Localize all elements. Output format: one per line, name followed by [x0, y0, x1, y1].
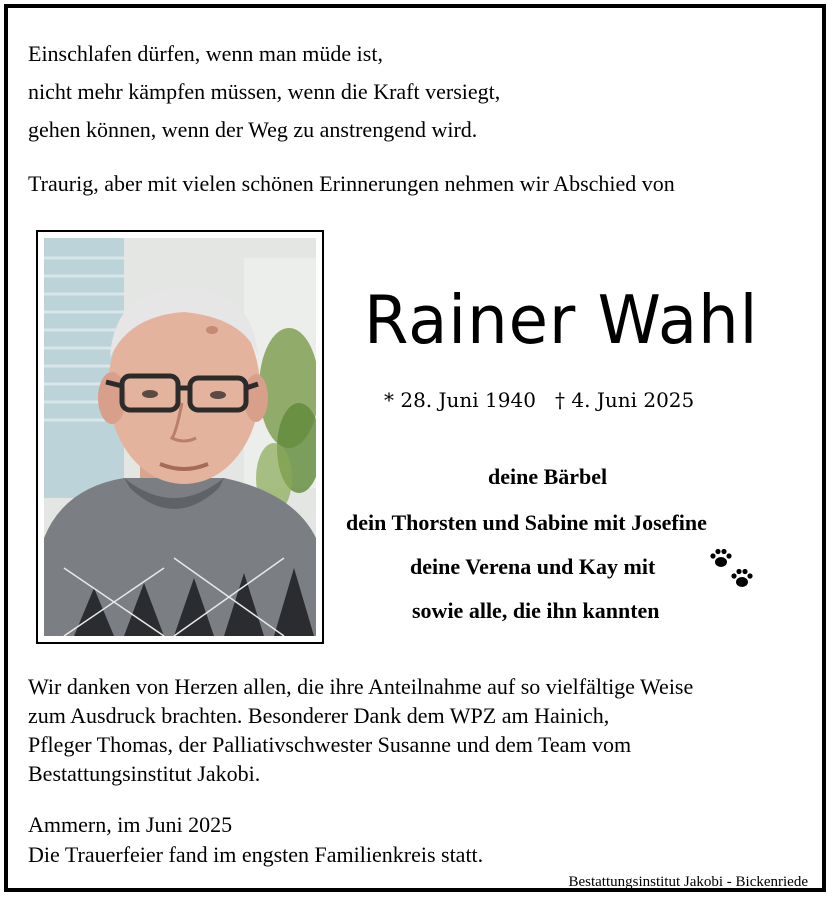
closing-paragraph [28, 810, 483, 870]
thanks-line: Wir danken von Herzen allen, die ihre Anteilnahme auf so vielfältige Weise [28, 674, 694, 699]
thanks-paragraph [28, 672, 693, 788]
poem-line: Einschlafen dürfen, wenn man müde ist, [28, 41, 383, 66]
thanks-line: Pfleger Thomas, der Palliativschwester Susanne und dem Team vom [28, 732, 632, 757]
mourner-line: sowie alle, die ihn kannten [412, 598, 660, 623]
death-date: † 4. Juni 2025 [555, 388, 695, 412]
paw-prints-icon [708, 548, 756, 592]
birth-date: * 28. Juni 1940 [384, 388, 536, 412]
portrait-photo [44, 238, 316, 636]
life-dates [384, 388, 694, 412]
obituary-notice [4, 4, 826, 892]
deceased-name: Rainer Wahl [364, 282, 759, 360]
place-date: Ammern, im Juni 2025 [28, 812, 233, 837]
thanks-line: Bestattungsinstitut Jakobi. [28, 761, 261, 786]
poem-line: nicht mehr kämpfen müssen, wenn die Kraft versiegt, [28, 79, 501, 104]
poem [28, 35, 500, 149]
intro-text: Traurig, aber mit vielen schönen Erinnerungen nehmen wir Abschied von [28, 171, 675, 196]
thanks-line: zum Ausdruck brachten. Besonderer Dank dem WPZ am Hainich, [28, 703, 610, 728]
poem-line: gehen können, wenn der Weg zu anstrengend wird. [28, 117, 478, 142]
photo-frame [36, 230, 324, 644]
funeral-note: Die Trauerfeier fand im engsten Familienkreis statt. [28, 842, 484, 867]
funeral-home-credit: Bestattungsinstitut Jakobi - Bickenriede [568, 874, 808, 890]
mourner-line: deine Bärbel [488, 464, 608, 489]
mourner-line: dein Thorsten und Sabine mit Josefine [346, 510, 707, 535]
mourner-line: deine Verena und Kay mit [410, 554, 656, 579]
